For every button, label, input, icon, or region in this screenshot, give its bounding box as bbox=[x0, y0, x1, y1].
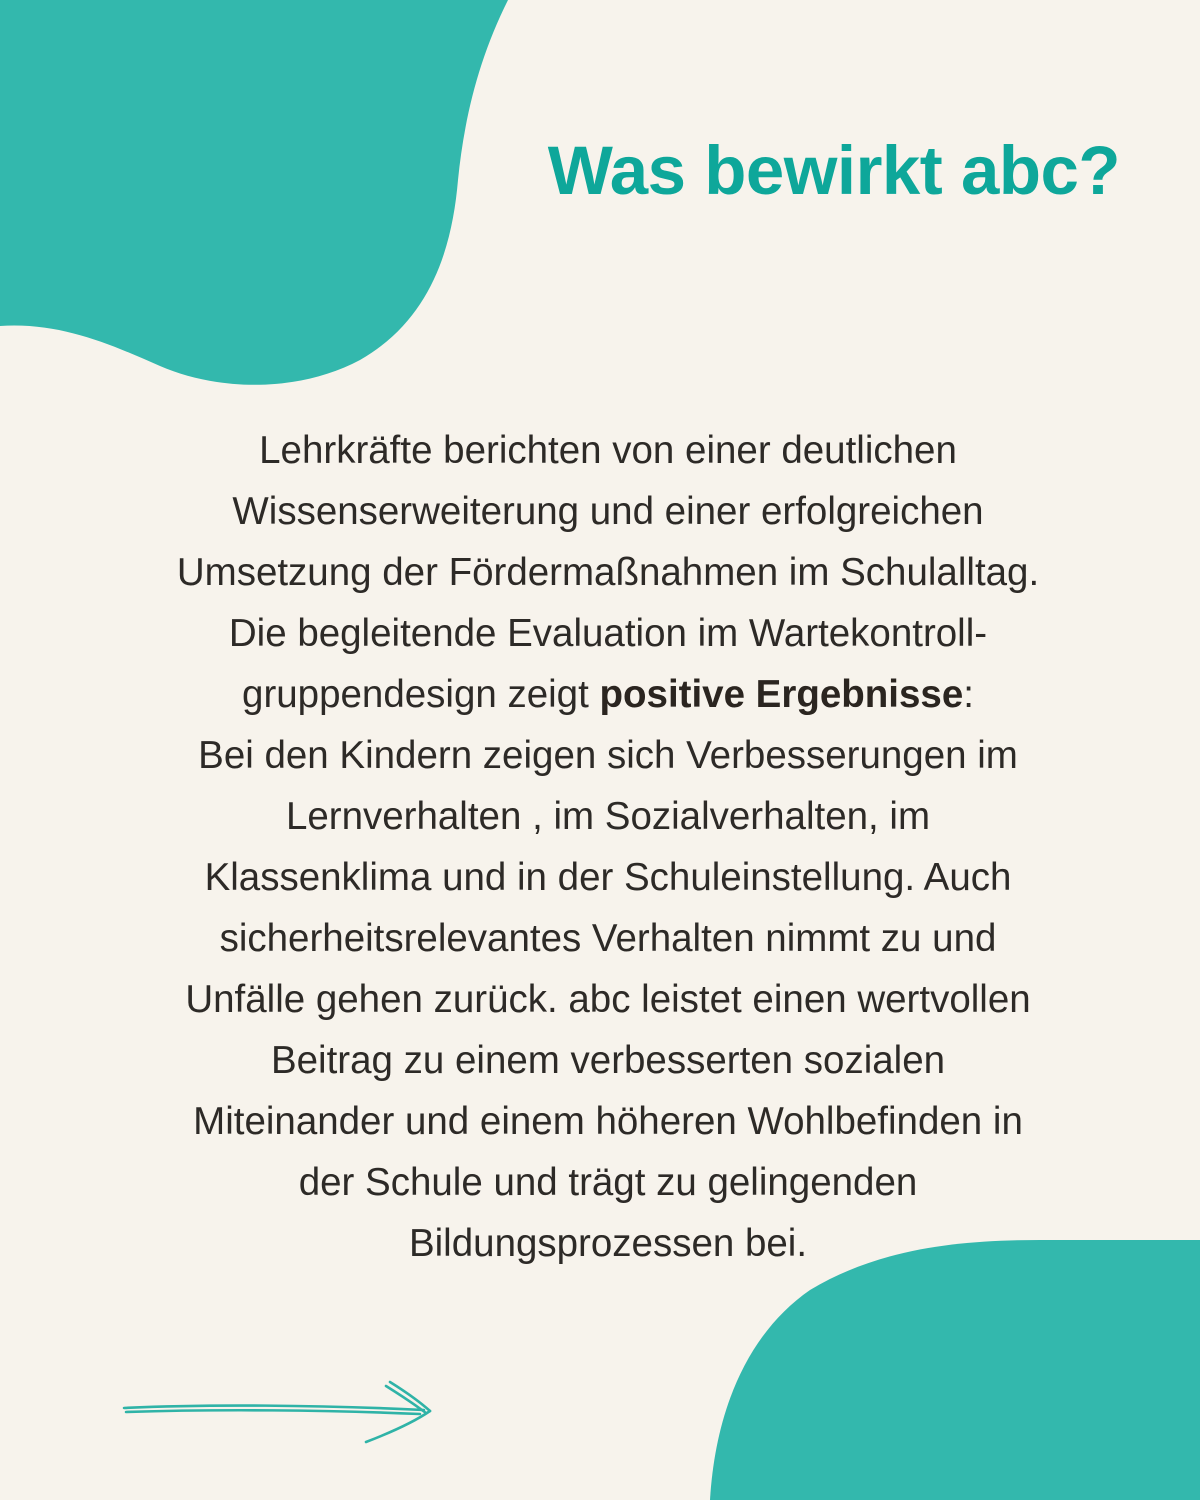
highlight-positive-results: positive Ergebnisse bbox=[599, 673, 964, 716]
body-line: Beitrag zu einem verbesserten sozialen bbox=[270, 1039, 946, 1082]
body-line: sicherheitsrelevantes Verhalten nimmt zu und bbox=[219, 917, 997, 960]
body-line: Die begleitende Evaluation im Wartekontroll- bbox=[228, 612, 988, 655]
body-line: Miteinander und einem höheren Wohlbefinden in bbox=[193, 1100, 1023, 1143]
body-line: Unfälle gehen zurück. abc leistet einen wertvollen bbox=[185, 978, 1031, 1021]
body-line: Wissenserweiterung und einer erfolgreichen bbox=[232, 490, 984, 533]
arrow-right-icon[interactable] bbox=[118, 1376, 438, 1448]
body-text bbox=[100, 420, 1116, 1274]
decorative-blob-bottom-right bbox=[710, 1240, 1200, 1500]
body-text-segment: : bbox=[963, 673, 974, 716]
body-line: der Schule und trägt zu gelingenden bbox=[298, 1161, 918, 1204]
body-line: Umsetzung der Fördermaßnahmen im Schulalltag. bbox=[176, 551, 1040, 594]
decorative-blob-top-left bbox=[0, 0, 520, 400]
body-line: Bei den Kindern zeigen sich Verbesserungen im bbox=[198, 734, 1018, 777]
body-text-segment: gruppendesign zeigt bbox=[242, 673, 600, 716]
body-line: Lernverhalten , im Sozialverhalten, im bbox=[285, 795, 931, 838]
body-line: Bildungsprozessen bei. bbox=[408, 1222, 808, 1265]
page-title: Was bewirkt abc? bbox=[547, 132, 1120, 209]
body-line-highlight bbox=[100, 664, 1116, 725]
body-line: Klassenklima und in der Schuleinstellung. Auch bbox=[204, 856, 1012, 899]
body-line: Lehrkräfte berichten von einer deutlichen bbox=[259, 429, 957, 472]
